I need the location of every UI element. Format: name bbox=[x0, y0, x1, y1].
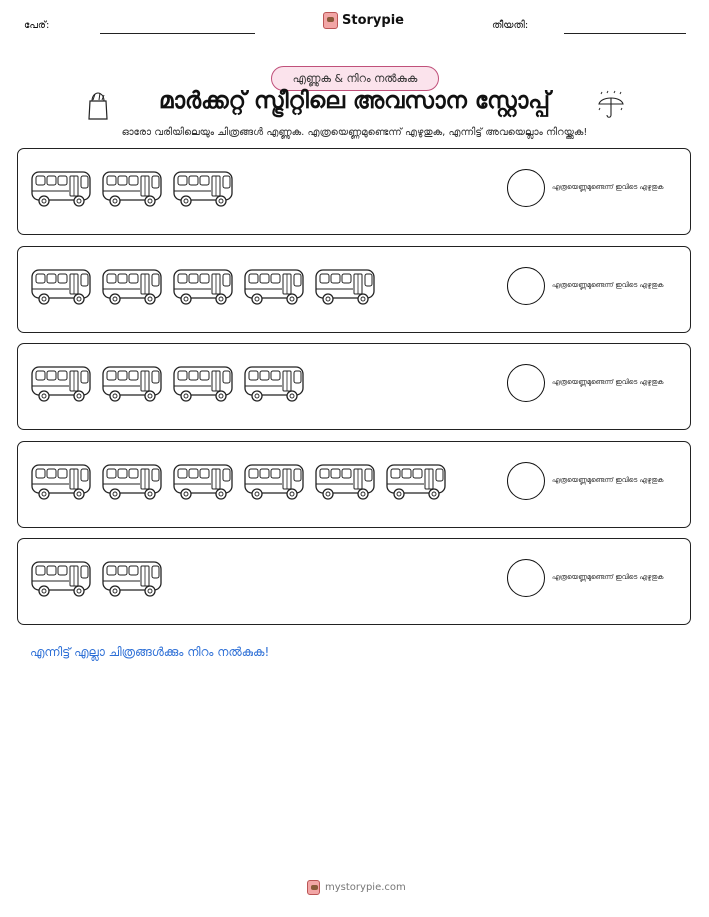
bus-icon bbox=[314, 267, 376, 307]
page-title: മാർക്കറ്റ് സ്ട്രീറ്റിലെ അവസാന സ്റ്റോപ്പ് bbox=[158, 88, 551, 114]
bus-icon bbox=[30, 364, 92, 404]
bus-icon bbox=[30, 462, 92, 502]
count-row bbox=[17, 343, 691, 430]
answer-circle[interactable] bbox=[507, 169, 545, 207]
bus-icon bbox=[172, 169, 234, 209]
bus-icon bbox=[385, 462, 447, 502]
bus-icon bbox=[172, 462, 234, 502]
bus-group bbox=[30, 462, 447, 502]
bus-icon bbox=[243, 267, 305, 307]
storypie-logo-icon bbox=[323, 12, 338, 29]
bus-group bbox=[30, 267, 376, 307]
count-row bbox=[17, 441, 691, 528]
date-line[interactable] bbox=[564, 33, 686, 34]
brand-name: Storypie bbox=[342, 13, 404, 28]
bus-icon bbox=[30, 559, 92, 599]
bus-icon bbox=[101, 559, 163, 599]
answer-hint: എത്രയെണ്ണമുണ്ടെന്ന് ഇവിടെ എഴുതുക bbox=[552, 475, 664, 484]
answer-circle[interactable] bbox=[507, 462, 545, 500]
answer-hint: എത്രയെണ്ണമുണ്ടെന്ന് ഇവിടെ എഴുതുക bbox=[552, 280, 664, 289]
answer-circle[interactable] bbox=[507, 559, 545, 597]
bus-group bbox=[30, 364, 305, 404]
umbrella-rain-icon bbox=[597, 90, 625, 120]
worksheet-header bbox=[0, 0, 709, 50]
bus-icon bbox=[172, 364, 234, 404]
date-label: തീയതി: bbox=[492, 20, 529, 31]
bus-icon bbox=[314, 462, 376, 502]
bus-icon bbox=[243, 462, 305, 502]
footer bbox=[307, 880, 406, 895]
worksheet-tag: എണ്ണുക & നിറം നൽകുക bbox=[271, 66, 439, 91]
footer-site: mystorypie.com bbox=[325, 882, 406, 893]
bus-icon bbox=[101, 462, 163, 502]
answer-hint: എത്രയെണ്ണമുണ്ടെന്ന് ഇവിടെ എഴുതുക bbox=[552, 573, 664, 581]
bus-icon bbox=[101, 169, 163, 209]
answer-hint: എത്രയെണ്ണമുണ്ടെന്ന് ഇവിടെ എഴുതുക bbox=[552, 378, 664, 386]
bus-group bbox=[30, 169, 234, 209]
bus-icon bbox=[30, 169, 92, 209]
count-row bbox=[17, 148, 691, 235]
name-label: പേര്: bbox=[24, 20, 50, 31]
bus-icon bbox=[101, 364, 163, 404]
name-line[interactable] bbox=[100, 33, 255, 34]
instructions: ഓരോ വരിയിലെയും ചിത്രങ്ങൾ എണ്ണുക. എത്രയെണ്ണമുണ്ടെന്ന് എഴുതുക, എന്നിട്ട് അവയെല്ലാം നിറയ്ക്കുക! bbox=[121, 127, 588, 138]
brand bbox=[323, 12, 404, 29]
answer-circle[interactable] bbox=[507, 267, 545, 305]
bus-icon bbox=[243, 364, 305, 404]
bus-group bbox=[30, 559, 163, 599]
answer-circle[interactable] bbox=[507, 364, 545, 402]
answer-hint: എത്രയെണ്ണമുണ്ടെന്ന് ഇവിടെ എഴുതുക bbox=[552, 183, 664, 191]
final-note: എന്നിട്ട് എല്ലാ ചിത്രങ്ങൾക്കും നിറം നൽകുക! bbox=[30, 645, 270, 659]
bus-icon bbox=[30, 267, 92, 307]
bus-icon bbox=[101, 267, 163, 307]
storypie-logo-icon bbox=[307, 880, 320, 895]
count-row bbox=[17, 246, 691, 333]
bus-icon bbox=[172, 267, 234, 307]
count-row bbox=[17, 538, 691, 625]
